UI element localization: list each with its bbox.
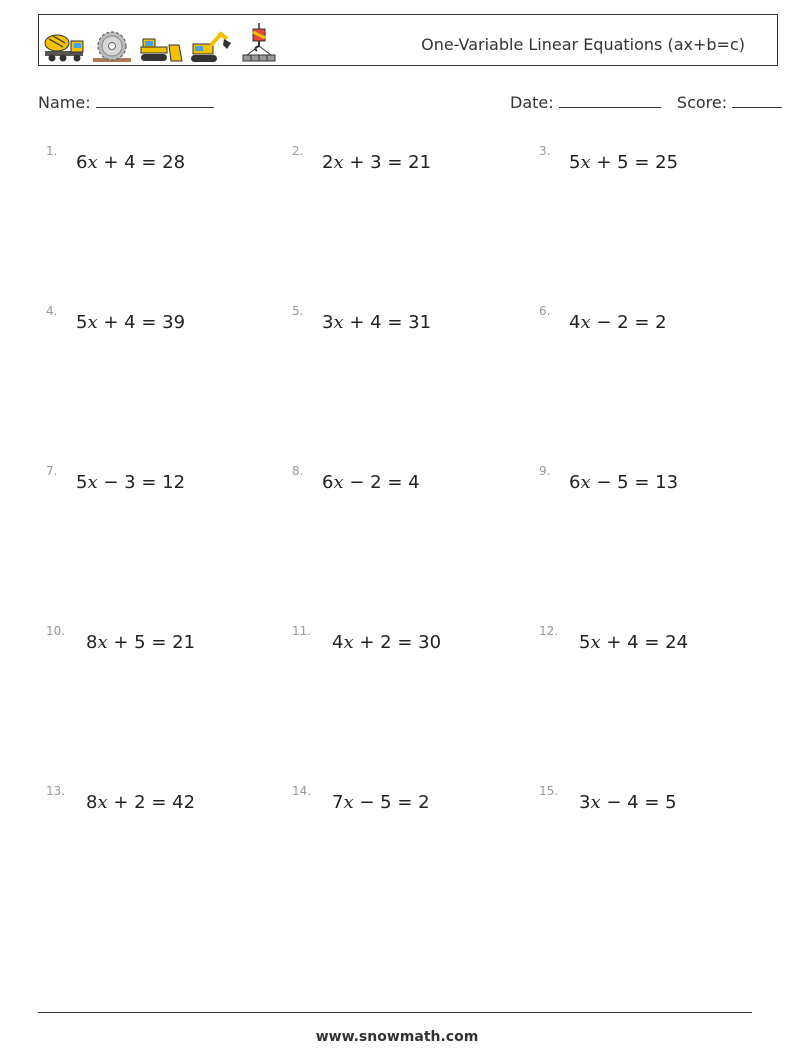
variable-x: x (333, 472, 344, 493)
coefficient-a: 6 (569, 472, 581, 493)
result-c: 30 (418, 632, 442, 653)
worksheet-title: One-Variable Linear Equations (ax+b=c) (421, 35, 745, 54)
operator: − (349, 472, 365, 493)
operator: + (349, 312, 365, 333)
problem-number: 13. (46, 784, 66, 798)
problem-equation: 4x − 2 = 2 (569, 312, 667, 333)
result-c: 2 (418, 792, 430, 813)
problem-number: 6. (539, 304, 551, 318)
problem-equation: 5x + 5 = 25 (569, 152, 679, 173)
constant-b: 4 (370, 312, 382, 333)
coefficient-a: 8 (86, 632, 98, 653)
variable-x: x (333, 312, 344, 333)
coefficient-a: 6 (76, 152, 88, 173)
operator: + (359, 632, 375, 653)
variable-x: x (590, 632, 601, 653)
result-c: 4 (408, 472, 420, 493)
result-c: 12 (162, 472, 186, 493)
variable-x: x (343, 792, 354, 813)
operator: − (359, 792, 375, 813)
variable-x: x (87, 472, 98, 493)
operator: − (103, 472, 119, 493)
constant-b: 4 (124, 152, 136, 173)
problem-number: 9. (539, 464, 551, 478)
bulldozer-icon (139, 31, 183, 63)
coefficient-a: 4 (332, 632, 344, 653)
footer-url: www.snowmath.com (315, 1029, 479, 1045)
result-c: 25 (655, 152, 679, 173)
coefficient-a: 3 (322, 312, 334, 333)
variable-x: x (580, 472, 591, 493)
problem-equation: 6x + 4 = 28 (76, 152, 186, 173)
constant-b: 5 (380, 792, 392, 813)
operator: + (349, 152, 365, 173)
problem-number: 14. (292, 784, 312, 798)
operator: + (103, 152, 119, 173)
problem-equation: 3x + 4 = 31 (322, 312, 432, 333)
variable-x: x (590, 792, 601, 813)
problem-number: 2. (292, 144, 304, 158)
coefficient-a: 4 (569, 312, 581, 333)
coefficient-a: 6 (322, 472, 334, 493)
coefficient-a: 8 (86, 792, 98, 813)
problem-number: 8. (292, 464, 304, 478)
problem-number: 15. (539, 784, 559, 798)
date-score-field (510, 93, 782, 112)
constant-b: 2 (380, 632, 392, 653)
problem-equation: 5x − 3 = 12 (76, 472, 186, 493)
coefficient-a: 5 (569, 152, 581, 173)
problem-equation: 4x + 2 = 30 (332, 632, 442, 653)
coefficient-a: 2 (322, 152, 334, 173)
coefficient-a: 5 (76, 312, 88, 333)
operator: + (596, 152, 612, 173)
coefficient-a: 7 (332, 792, 344, 813)
problem-number: 10. (46, 624, 66, 638)
constant-b: 4 (627, 792, 639, 813)
variable-x: x (97, 632, 108, 653)
result-c: 21 (172, 632, 196, 653)
worksheet-header (38, 14, 778, 66)
problem-equation: 8x + 2 = 42 (86, 792, 196, 813)
result-c: 24 (665, 632, 689, 653)
problem-equation: 6x − 5 = 13 (569, 472, 679, 493)
variable-x: x (87, 152, 98, 173)
result-c: 2 (655, 312, 667, 333)
problem-number: 7. (46, 464, 58, 478)
header-icons (43, 21, 279, 63)
variable-x: x (580, 152, 591, 173)
constant-b: 4 (124, 312, 136, 333)
problem-equation: 2x + 3 = 21 (322, 152, 432, 173)
excavator-icon (189, 31, 233, 63)
name-blank[interactable] (96, 93, 214, 108)
problem-equation: 8x + 5 = 21 (86, 632, 196, 653)
operator: + (103, 312, 119, 333)
problem-equation: 6x − 2 = 4 (322, 472, 420, 493)
operator: + (606, 632, 622, 653)
name-label: Name: (38, 93, 91, 112)
operator: + (113, 792, 129, 813)
problem-number: 11. (292, 624, 312, 638)
constant-b: 2 (134, 792, 146, 813)
variable-x: x (343, 632, 354, 653)
variable-x: x (87, 312, 98, 333)
constant-b: 4 (627, 632, 639, 653)
result-c: 21 (408, 152, 432, 173)
constant-b: 5 (617, 472, 629, 493)
constant-b: 5 (134, 632, 146, 653)
problem-equation: 5x + 4 = 39 (76, 312, 186, 333)
result-c: 31 (408, 312, 432, 333)
operator: − (596, 472, 612, 493)
problem-equation: 5x + 4 = 24 (579, 632, 689, 653)
constant-b: 3 (370, 152, 382, 173)
problem-number: 3. (539, 144, 551, 158)
problem-number: 12. (539, 624, 559, 638)
problem-number: 4. (46, 304, 58, 318)
result-c: 13 (655, 472, 679, 493)
problem-number: 5. (292, 304, 304, 318)
constant-b: 2 (617, 312, 629, 333)
variable-x: x (97, 792, 108, 813)
result-c: 42 (172, 792, 196, 813)
cement-mixer-truck-icon (43, 31, 85, 63)
date-label: Date: (510, 93, 554, 112)
result-c: 39 (162, 312, 186, 333)
coefficient-a: 5 (76, 472, 88, 493)
footer-divider (38, 1012, 752, 1013)
score-blank[interactable] (732, 93, 782, 108)
problem-number: 1. (46, 144, 58, 158)
operator: − (596, 312, 612, 333)
constant-b: 5 (617, 152, 629, 173)
problem-equation: 3x − 4 = 5 (579, 792, 677, 813)
constant-b: 2 (370, 472, 382, 493)
date-blank[interactable] (559, 93, 661, 108)
crane-hook-icon (239, 23, 279, 63)
operator: + (113, 632, 129, 653)
score-label: Score: (676, 93, 728, 112)
problem-equation: 7x − 5 = 2 (332, 792, 430, 813)
variable-x: x (333, 152, 344, 173)
variable-x: x (580, 312, 591, 333)
constant-b: 3 (124, 472, 136, 493)
name-field (38, 93, 214, 112)
coefficient-a: 5 (579, 632, 591, 653)
result-c: 28 (162, 152, 186, 173)
saw-blade-icon (91, 31, 133, 63)
result-c: 5 (665, 792, 677, 813)
operator: − (606, 792, 622, 813)
coefficient-a: 3 (579, 792, 591, 813)
